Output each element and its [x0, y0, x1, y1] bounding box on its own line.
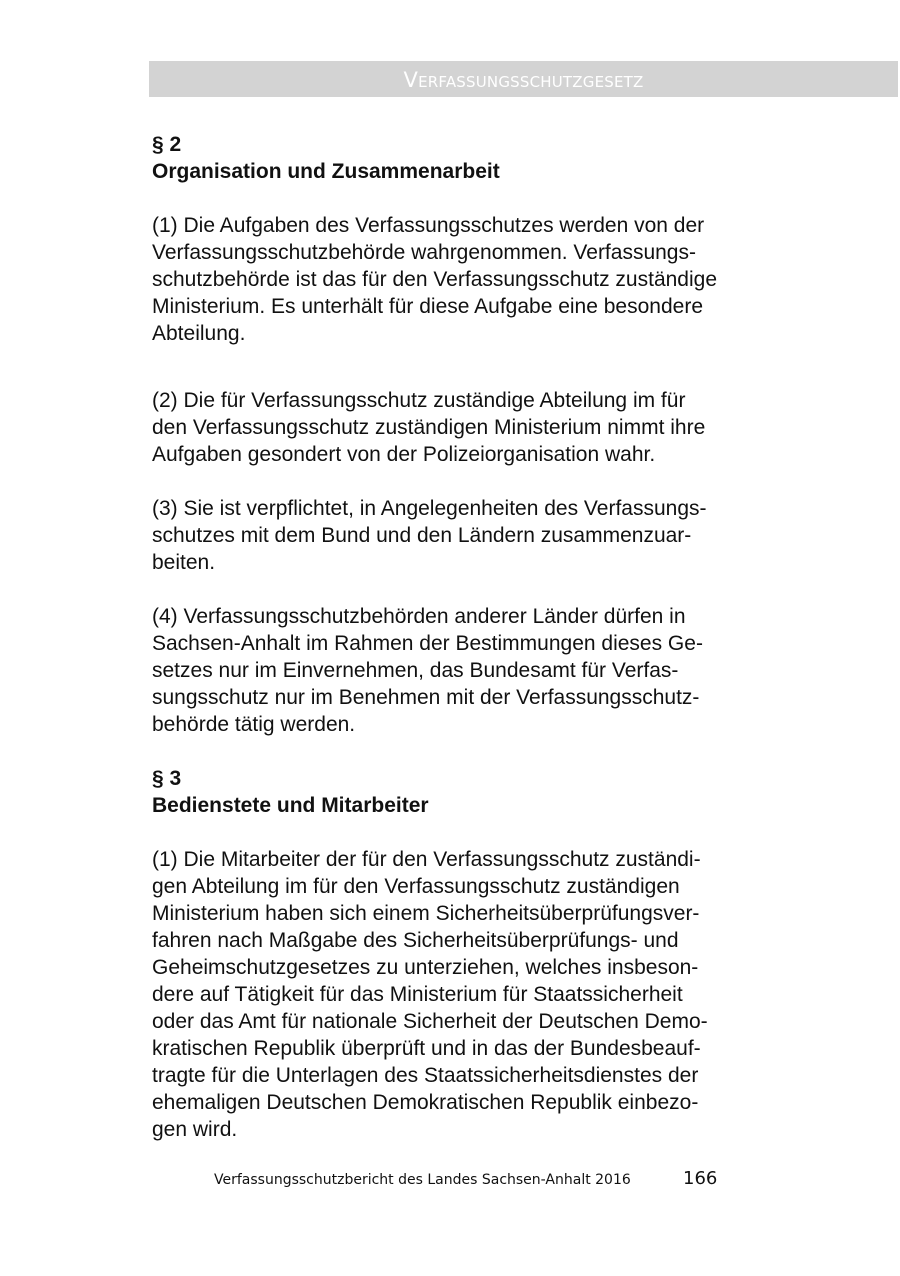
- section-3: [152, 765, 812, 1143]
- section-2: [152, 131, 812, 738]
- paragraph: (1) Die Aufgaben des Verfassungsschutzes werden von der Verfassungsschutzbehörde wahrgenommen. Verfassungs- schutzbehörde ist das für den Verfassungsschutz zuständige Ministerium. Es unterhält für diese Aufgabe eine besondere Abteilung.: [152, 214, 718, 345]
- section-title: Bedienstete und Mitarbeiter: [152, 794, 429, 817]
- section-title: Organisation und Zusammenarbeit: [152, 160, 500, 183]
- footer-report-title: Verfassungsschutzbericht des Landes Sachsen-Anhalt 2016: [214, 1172, 631, 1188]
- section-number: § 3: [152, 767, 182, 790]
- paragraph: (1) Die Mitarbeiter der für den Verfassungsschutz zuständi- gen Abteilung im für den Verfassungsschutz zuständigen Ministerium haben sich einem Sicherheitsüberprüfungsver- fahren nach Maßgabe des Sicherheitsüberprüfungs- und Geheimschutzgesetzes zu unterziehen, welches insbeson- dere auf Tätigkeit für das Ministerium für Staatssicherheit oder das Amt für nationale Sicherheit der Deutschen Demo- kratischen Republik überprüft und in das der Bundesbeauf- tragte für die Unterlagen des Staatssicherheitsdienstes der ehemaligen Deutschen Demokratischen Republik einbezo- gen wird.: [152, 848, 708, 1141]
- paragraph: (4) Verfassungsschutzbehörden anderer Länder dürfen in Sachsen-Anhalt im Rahmen der Bestimmungen dieses Ge- setzes nur im Einvernehmen, das Bundesamt für Verfas- sungsschutz nur im Benehmen mit der Verfassungsschutz- behörde tätig werden.: [152, 605, 703, 736]
- paragraph: (2) Die für Verfassungsschutz zuständige Abteilung im für den Verfassungsschutz zuständigen Ministerium nimmt ihre Aufgaben gesondert von der Polizeiorganisation wahr.: [152, 389, 706, 466]
- document-body: [152, 131, 812, 1143]
- running-header-title: Verfassungsschutzgesetz: [403, 68, 644, 92]
- running-header: [149, 61, 898, 97]
- page-number: 166: [683, 1168, 718, 1189]
- paragraph: (3) Sie ist verpflichtet, in Angelegenheiten des Verfassungs- schutzes mit dem Bund und den Ländern zusammenzuar- beiten.: [152, 497, 707, 574]
- section-number: § 2: [152, 133, 182, 156]
